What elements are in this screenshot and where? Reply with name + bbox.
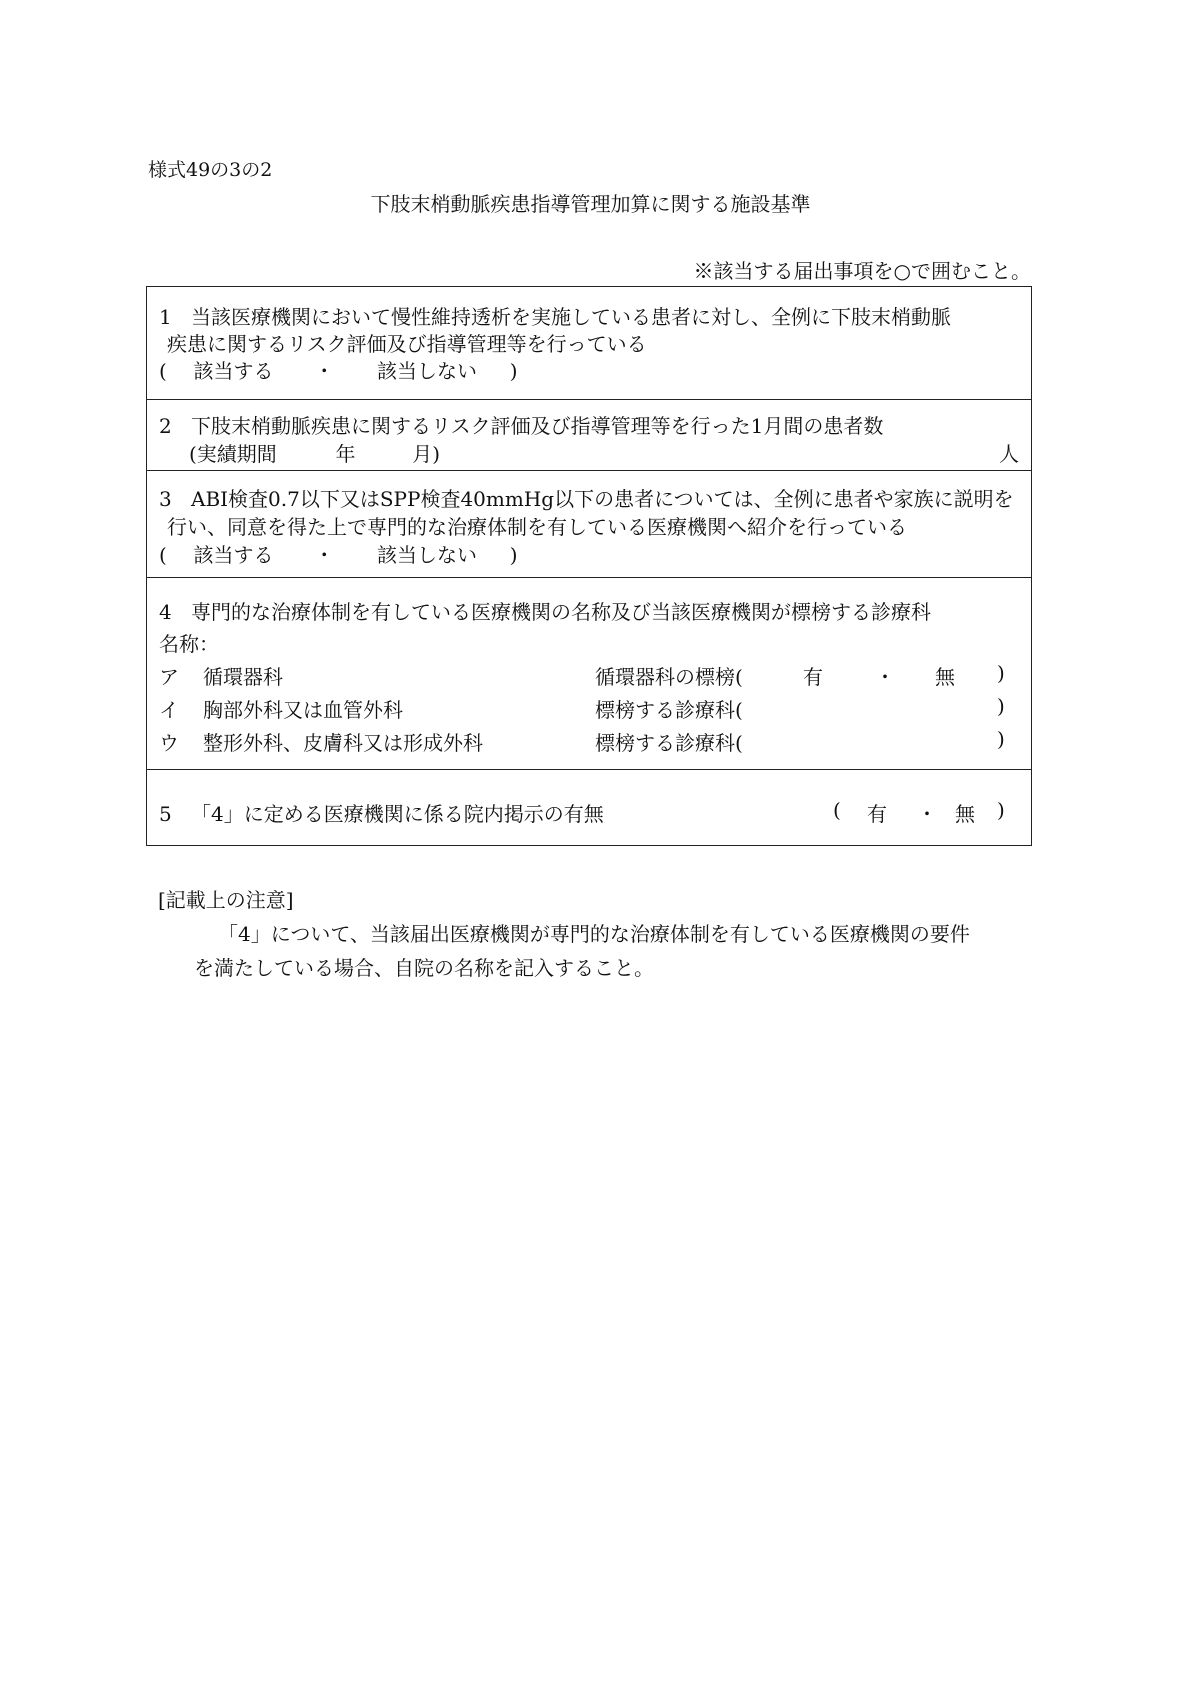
section-3-line-2: 行い、同意を得た上で専門的な治療体制を有している医療機関へ紹介を行っている <box>167 515 907 539</box>
section-4-line-1: 専門的な治療体制を有している医療機関の名称及び当該医療機関が標榜する診療科 <box>191 600 931 624</box>
instruction: ※該当する届出事項を○で囲むこと。 <box>693 259 1031 283</box>
paren-close: ) <box>509 543 518 567</box>
section-number: 3 <box>159 487 172 511</box>
paren-close: ) <box>997 661 1005 685</box>
page-title: 下肢末梢動脈疾患指導管理加算に関する施設基準 <box>370 192 811 216</box>
dept-declaration: 循環器科の標榜( <box>595 665 743 689</box>
row-mark: イ <box>159 698 179 722</box>
paren-open: ( <box>159 359 167 383</box>
choice-not-applicable[interactable]: 該当しない <box>376 543 477 567</box>
paren-open: ( <box>159 543 167 567</box>
section-5 <box>147 770 1031 845</box>
name-label: 名称： <box>159 632 219 656</box>
notes-line-2: を満たしている場合、自院の名称を記入すること。 <box>194 956 654 980</box>
choice-not-applicable[interactable]: 該当しない <box>376 359 477 383</box>
notes-line-1: 「4」について、当該届出医療機関が専門的な治療体制を有している医療機関の要件 <box>218 922 970 946</box>
separator: ・ <box>875 665 895 689</box>
section-3 <box>147 471 1031 578</box>
form-id: 様式49の3の2 <box>148 159 273 181</box>
notes-heading: [記載上の注意] <box>158 888 294 912</box>
separator: ・ <box>917 802 937 826</box>
separator: ・ <box>314 359 335 383</box>
month-label: 月) <box>412 442 441 466</box>
option-yes[interactable]: 有 <box>803 665 823 689</box>
dept-row <box>159 661 283 690</box>
section-2 <box>147 400 1031 471</box>
option-yes[interactable]: 有 <box>867 802 887 826</box>
section-number: 2 <box>159 414 172 438</box>
section-1 <box>147 287 1031 400</box>
dept-row <box>159 694 403 723</box>
section-1-choice <box>159 355 518 384</box>
paren-close: ) <box>997 798 1005 822</box>
separator: ・ <box>314 543 335 567</box>
dept-declaration[interactable]: 標榜する診療科( <box>595 731 743 755</box>
paren-close: ) <box>997 727 1005 751</box>
dept-row <box>159 727 483 756</box>
section-1-line-2: 疾患に関するリスク評価及び指導管理等を行っている <box>167 332 647 356</box>
dept-name: 胸部外科又は血管外科 <box>203 698 403 722</box>
section-3-line-1: ABI検査0.7以下又はSPP検査40mmHg以下の患者については、全例に患者や家族に説明を <box>191 487 1014 511</box>
section-2-line-1: 下肢末梢動脈疾患に関するリスク評価及び指導管理等を行った1月間の患者数 <box>191 414 884 438</box>
dept-name: 整形外科、皮膚科又は形成外科 <box>203 731 483 755</box>
year-label: 年 <box>335 442 356 466</box>
section-2-period <box>189 438 440 467</box>
section-number: 1 <box>159 305 172 329</box>
option-no[interactable]: 無 <box>955 802 975 826</box>
paren-close: ) <box>997 694 1005 718</box>
section-number: 5 <box>159 802 172 826</box>
section-number: 4 <box>159 600 172 624</box>
section-3-choice <box>159 539 518 568</box>
dept-name: 循環器科 <box>203 665 283 689</box>
choice-applicable[interactable]: 該当する <box>193 359 274 383</box>
form-table <box>146 286 1032 846</box>
unit-label: 人 <box>999 442 1019 466</box>
period-label: (実績期間 <box>189 442 277 466</box>
choice-applicable[interactable]: 該当する <box>193 543 274 567</box>
option-no[interactable]: 無 <box>935 665 955 689</box>
dept-declaration[interactable]: 標榜する診療科( <box>595 698 743 722</box>
section-5-text: 「4」に定める医療機関に係る院内掲示の有無 <box>191 802 604 826</box>
section-4 <box>147 578 1031 770</box>
section-1-line-1: 当該医療機関において慢性維持透析を実施している患者に対し、全例に下肢末梢動脈 <box>191 305 951 329</box>
paren-open: ( <box>833 798 841 822</box>
row-mark: ウ <box>159 731 179 755</box>
row-mark: ア <box>159 665 179 689</box>
paren-close: ) <box>509 359 518 383</box>
